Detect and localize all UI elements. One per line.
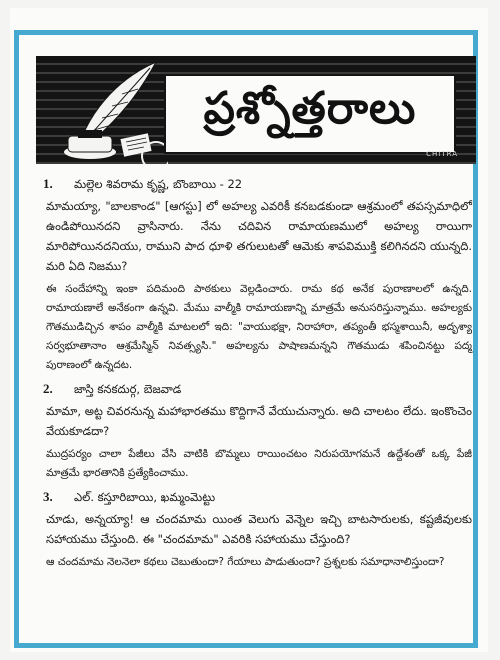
- page-title: ప్రశ్నోత్తరాలు: [203, 83, 417, 134]
- item-number: 1.: [43, 176, 53, 191]
- header-banner: [36, 56, 476, 164]
- qa-list: [43, 176, 472, 578]
- question-text: మామా, అట్ట చివరనున్న మహాభారతము కొద్దిగానే వేయుచున్నారు. అది చాలటం లేదు. ఇంకొంచెం వేయకూడదా?: [46, 404, 472, 438]
- title-box: [164, 74, 456, 154]
- qa-item: [43, 176, 472, 375]
- reader-name: జాస్తి కనకదుర్గ, బెజవాడ: [74, 382, 182, 396]
- item-number: 3.: [43, 489, 53, 504]
- reader-name: మల్లెల శివరామ కృష్ణ, బొంబాయి - 22: [74, 177, 243, 191]
- reader-name: ఎల్. కస్తూరిబాయి, ఖమ్మంమెట్టు: [74, 490, 216, 504]
- quill-inkwell-icon: [38, 56, 168, 164]
- artist-signature: CHITRA: [426, 150, 458, 158]
- item-number: 2.: [43, 381, 53, 396]
- answer-text: ఈ సందేహాన్ని ఇంకా పదిమంది పాఠకులు వెల్లడించారు. రామ కథ అనేక పురాణాలలో ఉన్నది. రామాయణాలే అనేకంగా ఉన్నవి. మేము వాల్మీకి రామాయణాన్ని మాత్రమే అనుసరిస్తున్నాము. అహల్యకు గౌతముడిచ్చిన శాపం వాల్మీకి మాటలలో ఇది: "వాయుభక్షా, నిరాహారా, తప్యంతీ భస్మశాయినీ, అదృశ్యా సర్వభూతానాం ఆశ్రమేస్మిన్ నివత్స్యసి." అహల్యను పాషాణమన్నని గౌతముడు శపించినట్టు పద్మ పురాణంలో ఉన్నదట.: [46, 283, 472, 371]
- qa-item: [43, 489, 472, 572]
- qa-item: [43, 381, 472, 483]
- magazine-page: [10, 8, 488, 652]
- question-text: చూడు, అన్నయ్యా! ఆ చందమామ యింత వెలుగు వెన్నెల ఇచ్చి బాటసారులకు, కష్టజీవులకు సహాయము చేస్తుంది. ఈ "చందమామ" ఎవరికి సహాయము చేస్తుంది?: [46, 512, 472, 546]
- question-text: మామయ్యా, "బాలకాండ" [ఆగస్టు] లో అహల్య ఎవరికీ కనబడకుండా ఆశ్రమంలో తపస్సమాధిలో ఉండిపోయినదని వ్రాసినారు. నేను చదివిన రామాయణములో అహల్య రాయిగా మారిపోయినదనియు, రాముని పాద ధూళి తగులుటతో ఆమెకు శాపవిముక్తి కలిగినదని యున్నది. మరి ఏది నిజము?: [46, 199, 472, 273]
- answer-text: ముద్రపర్యం చాలా పేజీలు వేసి వాటికి బొమ్మలు రాయించటం నిరుపయోగమనే ఉద్దేశంతో ఒక్క పేజీ మాత్రమే భారతానికి ప్రత్యేకించాము.: [46, 448, 472, 479]
- answer-text: ఆ చందమామ నెలనెలా కథలు చెబుతుందా? గేయాలు పాడుతుందా? ప్రశ్నలకు సమాధానాలిస్తుందా?: [46, 556, 445, 568]
